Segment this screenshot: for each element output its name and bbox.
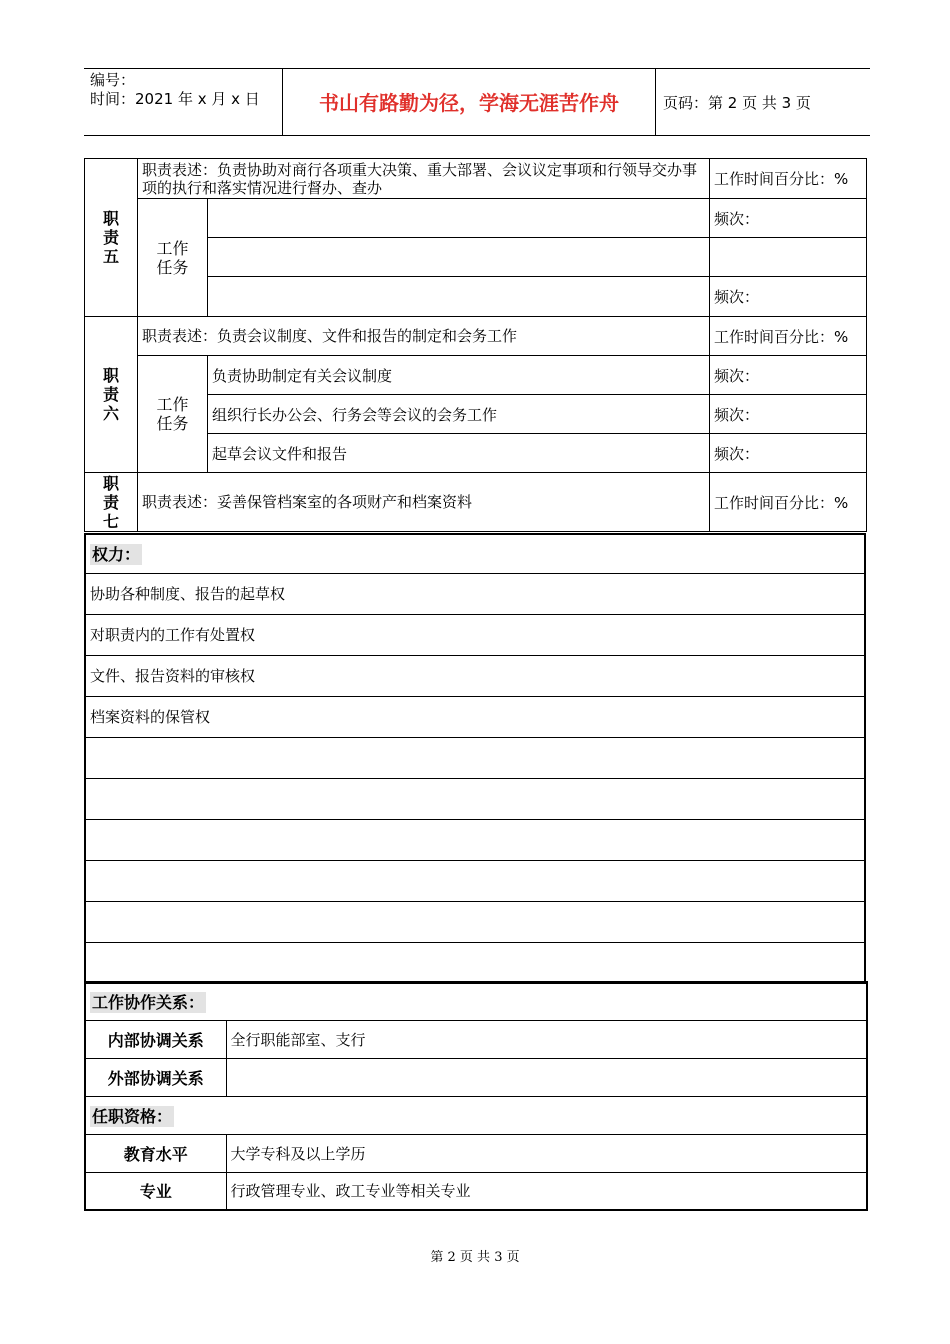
header-bottom-rule	[84, 135, 870, 136]
duty-six-label: 职 责 六	[85, 317, 138, 473]
power-item	[85, 737, 865, 778]
duty-six-task-row	[85, 356, 867, 395]
major-value: 行政管理专业、政工专业等相关专业	[226, 1172, 867, 1210]
duty-five-task-2	[208, 238, 710, 277]
duty-six-task-3: 起草会议文件和报告	[208, 434, 710, 473]
power-item	[85, 901, 865, 942]
duty-five-task-3	[208, 277, 710, 317]
power-item: 档案资料的保管权	[85, 696, 865, 737]
powers-title-row	[85, 534, 865, 573]
header-motto: 书山有路勤为径，学海无涯苦作舟	[319, 91, 619, 115]
power-item: 协助各种制度、报告的起草权	[85, 573, 865, 614]
duty-five-description: 职责表述：负责协助对商行各项重大决策、重大部署、会议议定事项和行领导交办事项的执行和落实情况进行督办、查办	[138, 159, 710, 199]
cooperation-title-row	[85, 982, 867, 1020]
cooperation-qualifications-table	[84, 981, 868, 1211]
duty-five-description-row	[85, 159, 867, 199]
duty-six-description-row	[85, 317, 867, 356]
duty-six-task-1-frequency: 频次：	[710, 356, 867, 395]
duty-seven-percent: 工作时间百分比：%	[710, 473, 867, 532]
education-row	[85, 1134, 867, 1172]
duty-five-task-1-frequency: 频次：	[710, 199, 867, 238]
duty-seven-description: 职责表述：妥善保管档案室的各项财产和档案资料	[138, 473, 710, 532]
duty-five-task-row	[85, 199, 867, 238]
duty-six-task-label: 工作 任务	[138, 356, 208, 473]
duty-six-percent: 工作时间百分比：%	[710, 317, 867, 356]
external-cooperation-value	[226, 1058, 867, 1096]
internal-cooperation-row	[85, 1020, 867, 1058]
cooperation-title: 工作协作关系：	[85, 982, 867, 1020]
header-page-code: 页码：第 2 页 共 3 页	[663, 94, 811, 112]
duty-five-label: 职 责 五	[85, 159, 138, 317]
header-time-label: 时间：2021 年 x 月 x 日	[90, 90, 260, 108]
major-row	[85, 1172, 867, 1210]
power-item: 对职责内的工作有处置权	[85, 614, 865, 655]
qualifications-title: 任职资格：	[85, 1096, 867, 1134]
duty-seven-description-row	[85, 473, 867, 532]
page-footer: 第 2 页 共 3 页	[430, 1250, 520, 1265]
header-number-label: 编号：	[90, 71, 136, 89]
external-cooperation-label: 外部协调关系	[85, 1058, 226, 1096]
internal-cooperation-label: 内部协调关系	[85, 1020, 226, 1058]
major-label: 专业	[85, 1172, 226, 1210]
duty-five-task-2-frequency	[710, 238, 867, 277]
header-divider-right	[655, 68, 656, 135]
duty-five-percent: 工作时间百分比：%	[710, 159, 867, 199]
internal-cooperation-value: 全行职能部室、支行	[226, 1020, 867, 1058]
duty-five-task-1	[208, 199, 710, 238]
duty-seven-label: 职 责 七	[85, 473, 138, 532]
education-label: 教育水平	[85, 1134, 226, 1172]
duty-five-task-label: 工作 任务	[138, 199, 208, 317]
duty-five-task-3-frequency: 频次：	[710, 277, 867, 317]
power-item	[85, 860, 865, 901]
duty-six-task-1: 负责协助制定有关会议制度	[208, 356, 710, 395]
duty-six-task-2: 组织行长办公会、行务会等会议的会务工作	[208, 395, 710, 434]
power-item	[85, 819, 865, 860]
power-item	[85, 778, 865, 819]
power-item: 文件、报告资料的审核权	[85, 655, 865, 696]
duty-six-description: 职责表述：负责会议制度、文件和报告的制定和会务工作	[138, 317, 710, 356]
external-cooperation-row	[85, 1058, 867, 1096]
duty-six-task-3-frequency: 频次：	[710, 434, 867, 473]
education-value: 大学专科及以上学历	[226, 1134, 867, 1172]
powers-table	[84, 533, 866, 984]
qualifications-title-row	[85, 1096, 867, 1134]
duty-six-task-2-frequency: 频次：	[710, 395, 867, 434]
duties-table	[84, 158, 867, 532]
powers-title: 权力：	[85, 534, 865, 573]
power-item	[85, 942, 865, 983]
